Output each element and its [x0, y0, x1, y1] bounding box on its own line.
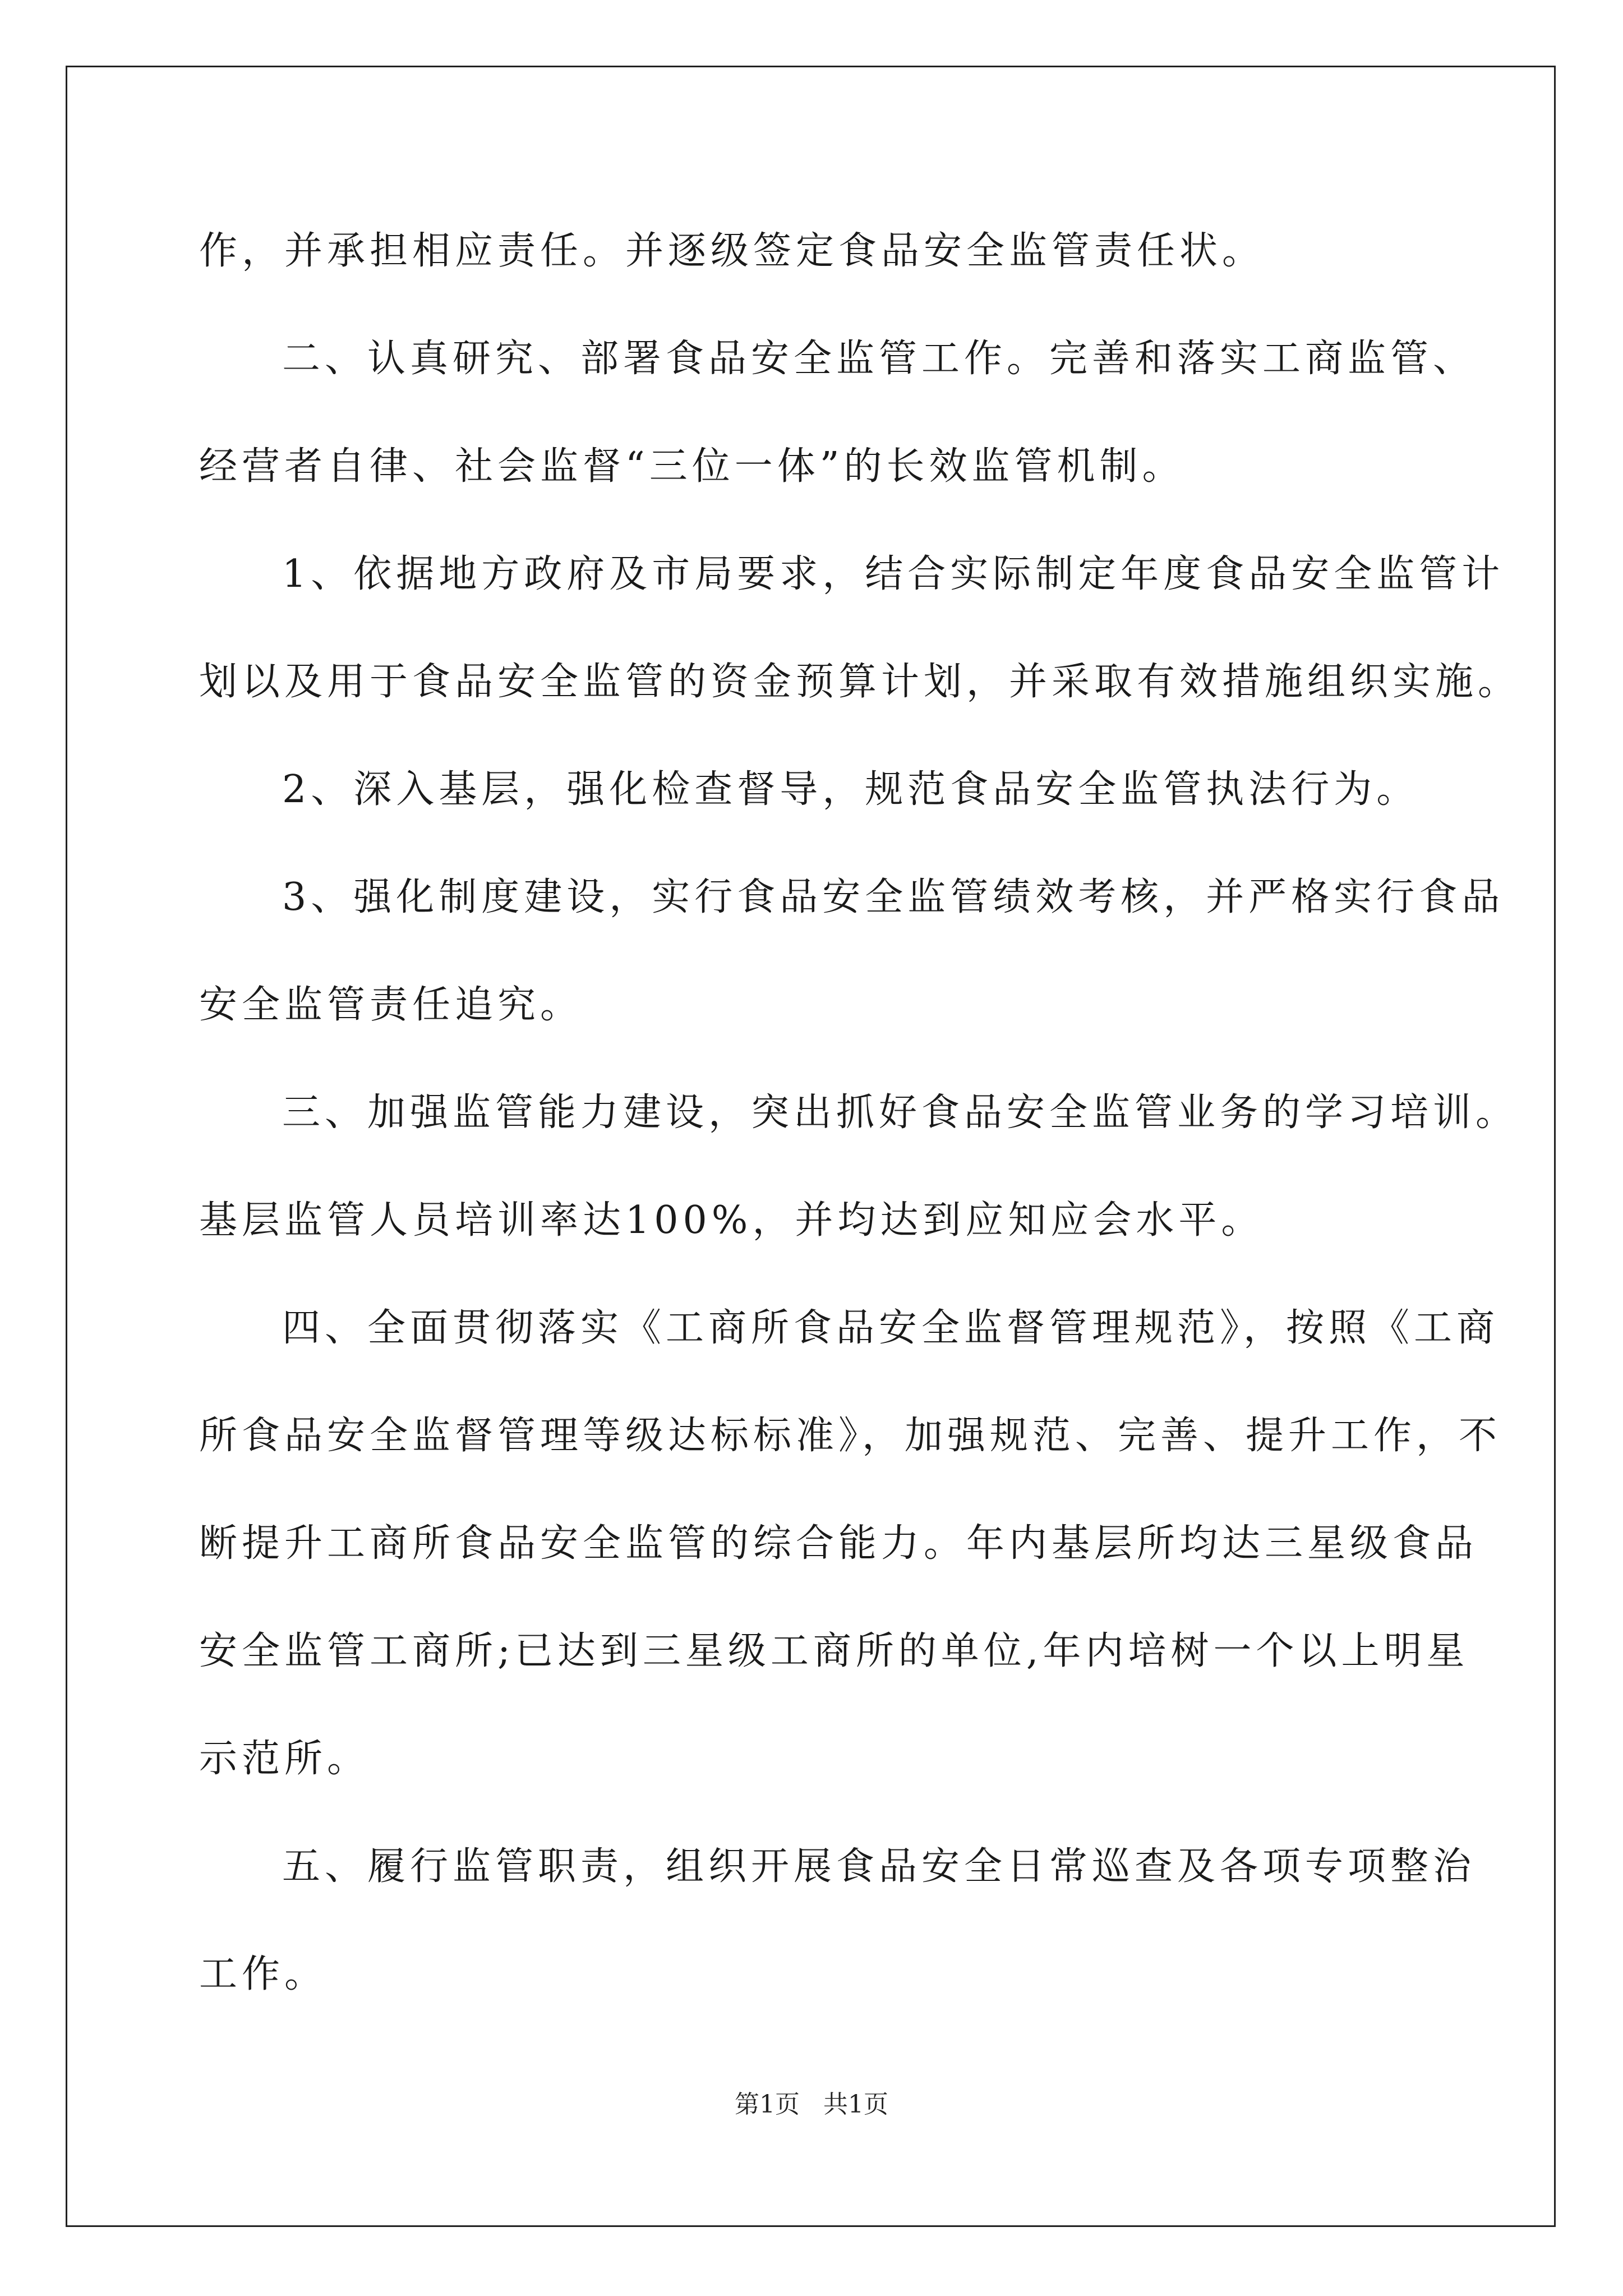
text-line: 示范所。: [199, 1737, 370, 1781]
text-line: 基层监管人员培训率达100%，并均达到应知应会水平。: [199, 1198, 1264, 1243]
text-line: 经营者自律、社会监督“三位一体”的长效监管机制。: [199, 444, 1185, 489]
text-line: 作，并承担相应责任。并逐级签定食品安全监管责任状。: [199, 229, 1265, 273]
text-line: 3、强化制度建设，实行食品安全监管绩效考核，并严格实行食品: [282, 875, 1505, 919]
text-line: 四、全面贯彻落实《工商所食品安全监督管理规范》，按照《工商: [282, 1306, 1500, 1350]
page-number: 第1页: [735, 2090, 800, 2119]
text-line: 所食品安全监督管理等级达标标准》，加强规范、完善、提升工作，不: [199, 1414, 1502, 1458]
document-body: [199, 197, 1521, 2028]
page-footer: [0, 2088, 1623, 2122]
text-line: 安全监管责任追究。: [199, 983, 583, 1027]
text-line: 安全监管工商所;已达到三星级工商所的单位,年内培树一个以上明星: [199, 1629, 1469, 1673]
text-line: 1、依据地方政府及市局要求，结合实际制定年度食品安全监管计: [282, 552, 1505, 596]
page-total: 共1页: [823, 2090, 888, 2119]
text-line: 三、加强监管能力建设，突出抓好食品安全监管业务的学习培训。: [282, 1091, 1519, 1135]
text-line: 2、深入基层，强化检查督导，规范食品安全监管执法行为。: [282, 767, 1419, 812]
text-line: 断提升工商所食品安全监管的综合能力。年内基层所均达三星级食品: [199, 1521, 1478, 1566]
text-line: 二、认真研究、部署食品安全监管工作。完善和落实工商监管、: [282, 337, 1476, 381]
text-line: 五、履行监管职责，组织开展食品安全日常巡查及各项专项整治: [282, 1844, 1476, 1889]
text-line: 工作。: [199, 1952, 328, 1996]
text-line: 划以及用于食品安全监管的资金预算计划，并采取有效措施组织实施。: [199, 660, 1521, 704]
